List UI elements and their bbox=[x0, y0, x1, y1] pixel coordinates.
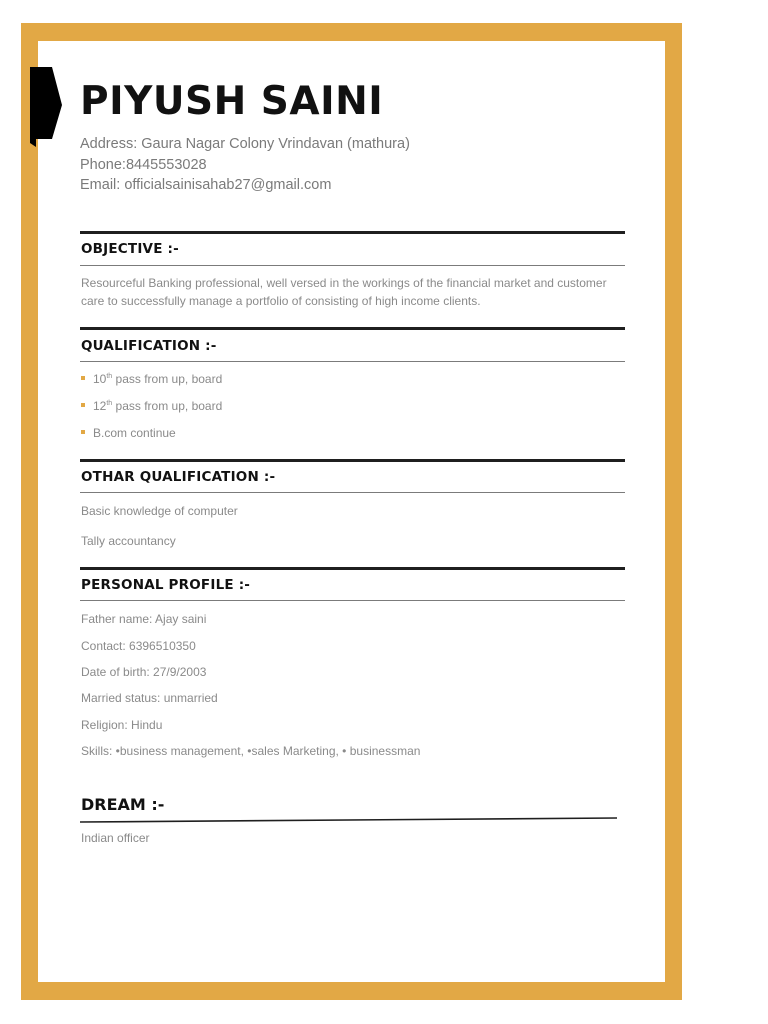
bullet-square-icon bbox=[81, 376, 85, 380]
contact-block bbox=[80, 134, 410, 196]
section-rule-thick bbox=[80, 327, 625, 330]
objective-heading: OBJECTIVE :- bbox=[81, 241, 179, 257]
father-name: Father name: Ajay saini bbox=[81, 612, 207, 626]
skills: Skills: •business management, •sales Marketing, • businessman bbox=[81, 744, 421, 758]
section-rule-thin bbox=[80, 600, 625, 601]
religion: Religion: Hindu bbox=[81, 718, 163, 732]
dream-underline bbox=[80, 816, 617, 824]
married-status: Married status: unmarried bbox=[81, 691, 218, 705]
qualification-item: B.com continue bbox=[81, 426, 176, 440]
qualification-item: 12th pass from up, board bbox=[81, 399, 222, 413]
bullet-square-icon bbox=[81, 430, 85, 434]
section-rule-thin bbox=[80, 492, 625, 493]
dream-heading: DREAM :- bbox=[81, 795, 165, 814]
section-rule-thick bbox=[80, 567, 625, 570]
phone-line: Phone:8445553028 bbox=[80, 156, 207, 173]
objective-text: Resourceful Banking professional, well versed in the workings of the financial market and customer care to successfully manage a portfolio of consisting of high income clients. bbox=[81, 276, 607, 308]
section-rule-thick bbox=[80, 459, 625, 462]
other-qualification-heading: OTHAR QUALIFICATION :- bbox=[81, 469, 276, 485]
dream-text: Indian officer bbox=[81, 831, 150, 845]
other-qualification-item: Tally accountancy bbox=[81, 534, 176, 548]
email-line: Email: officialsainisahab27@gmail.com bbox=[80, 177, 332, 193]
candidate-name: PIYUSH SAINI bbox=[80, 79, 384, 124]
personal-profile-heading: PERSONAL PROFILE :- bbox=[81, 577, 251, 593]
qualification-item: 10th pass from up, board bbox=[81, 372, 222, 386]
ribbon-decoration bbox=[30, 67, 62, 147]
bullet-square-icon bbox=[81, 403, 85, 407]
address-line: Address: Gaura Nagar Colony Vrindavan (mathura) bbox=[80, 136, 410, 152]
contact-number: Contact: 6396510350 bbox=[81, 639, 196, 653]
other-qualification-item: Basic knowledge of computer bbox=[81, 504, 238, 518]
date-of-birth: Date of birth: 27/9/2003 bbox=[81, 665, 207, 679]
section-rule-thin bbox=[80, 265, 625, 266]
qualification-heading: QUALIFICATION :- bbox=[81, 338, 217, 354]
section-rule-thick bbox=[80, 231, 625, 234]
section-rule-thin bbox=[80, 361, 625, 362]
